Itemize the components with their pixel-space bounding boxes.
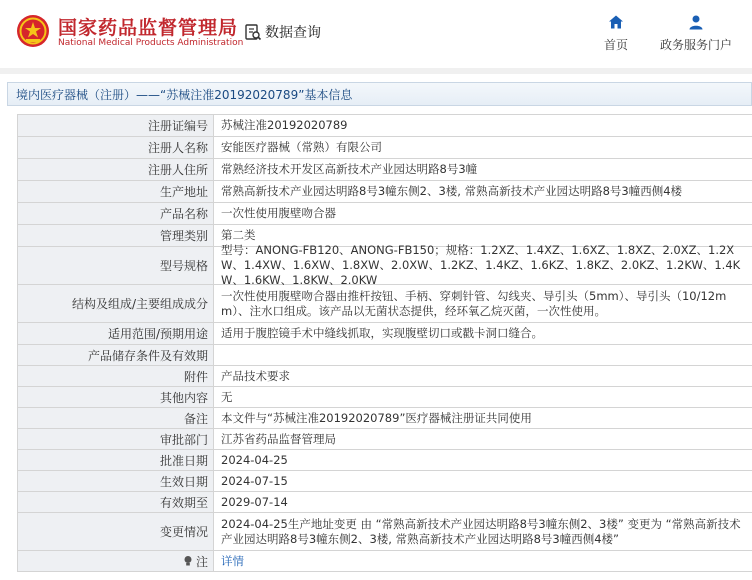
row-value: 无 <box>221 389 233 404</box>
row-label: 有效期至 <box>17 492 214 512</box>
detail-title: 境内医疗器械（注册）——“苏械注准20192020789”基本信息 <box>16 87 353 102</box>
table-row <box>17 513 752 551</box>
row-value: 第二类 <box>221 228 256 242</box>
national-emblem-icon[interactable] <box>16 14 50 48</box>
row-label: 注册人住所 <box>17 159 214 180</box>
row-value: 安能医疗器械（常熟）有限公司 <box>221 140 382 154</box>
row-value: 2029-07-14 <box>221 494 288 509</box>
row-label: 备注 <box>17 408 214 428</box>
row-value: 产品技术要求 <box>221 368 290 383</box>
row-label: 生产地址 <box>17 181 214 202</box>
row-label: 附件 <box>17 366 214 386</box>
row-value <box>214 345 752 365</box>
home-icon <box>608 14 624 30</box>
row-value: 适用于腹腔镜手术中缝线抓取，实现腹壁切口或戳卡洞口缝合。 <box>221 326 543 340</box>
table-row <box>17 492 752 513</box>
table-row <box>17 285 752 323</box>
table-row <box>17 181 752 203</box>
row-label: 审批部门 <box>17 429 214 449</box>
table-row <box>17 387 752 408</box>
row-value: 2024-07-15 <box>221 473 288 488</box>
row-label: 管理类别 <box>17 225 214 246</box>
row-label: 其他内容 <box>17 387 214 407</box>
details-link[interactable]: 详情 <box>221 553 244 568</box>
row-value: 常熟高新技术产业园达明路8号3幢东侧2、3楼, 常熟高新技术产业园达明路8号3幢西侧4楼 <box>221 184 683 198</box>
header-divider <box>0 68 752 74</box>
row-label-text: 注 <box>195 554 208 569</box>
data-query-link[interactable] <box>244 22 321 42</box>
row-value: 江苏省药品监督管理局 <box>221 431 336 446</box>
row-label: 生效日期 <box>17 471 214 491</box>
row-label: 型号规格 <box>17 247 214 284</box>
table-row <box>17 408 752 429</box>
row-label: 批准日期 <box>17 450 214 470</box>
table-row <box>17 429 752 450</box>
row-value: 苏械注准20192020789 <box>221 118 348 132</box>
row-value: 型号：ANONG-FB120、ANONG-FB150；规格：1.2XZ、1.4XZ、1.6XZ、1.8XZ、2.0XZ、1.2XW、1.4XW、1.6XW、1.8XW、2.0XW、1.2KZ、1.4KZ、1.6KZ、1.8KZ、2.0KZ、1.2KW、1.4KW、1.6KW、1.8KW、2.0KW <box>221 243 741 287</box>
table-row <box>17 323 752 345</box>
table-row <box>17 450 752 471</box>
site-header <box>0 0 752 68</box>
nav-home[interactable] <box>604 14 628 53</box>
row-value: 一次性使用腹壁吻合器 <box>221 206 336 220</box>
row-label: 注册证编号 <box>17 115 214 136</box>
row-label-note <box>17 551 214 571</box>
table-row <box>17 243 752 287</box>
row-label: 产品储存条件及有效期 <box>17 345 214 365</box>
site-title-english: National Medical Products Administration <box>58 38 244 48</box>
row-label: 产品名称 <box>17 203 214 224</box>
lightbulb-icon <box>182 555 194 567</box>
table-row <box>17 137 752 159</box>
data-query-icon <box>244 23 262 41</box>
row-label: 注册人名称 <box>17 137 214 158</box>
table-row <box>17 551 752 572</box>
user-icon <box>688 14 704 30</box>
table-row <box>17 345 752 366</box>
table-row <box>17 115 752 137</box>
row-label: 结构及组成/主要组成成分 <box>17 285 214 322</box>
row-label: 变更情况 <box>17 513 214 550</box>
row-value: 本文件与“苏械注准20192020789”医疗器械注册证共同使用 <box>221 410 532 425</box>
row-value: 一次性使用腹壁吻合器由推杆按钮、手柄、穿刺针管、勾线夹、导引头（5mm）、导引头（10/12mm）、注水口组成。该产品以无菌状态提供，经环氧乙烷灭菌，一次性使用。 <box>221 288 727 318</box>
table-row <box>17 159 752 181</box>
table-row <box>17 471 752 492</box>
row-value <box>214 551 752 571</box>
data-query-label: 数据查询 <box>265 25 321 41</box>
site-title[interactable]: 国家药品监督管理局 <box>58 17 239 39</box>
row-value: 2024-04-25生产地址变更 由 “常熟高新技术产业园达明路8号3幢东侧2、3楼” 变更为 “常熟高新技术产业园达明路8号3幢东侧2、3楼, 常熟高新技术产业园达明路8号3幢西侧4楼” <box>221 516 741 546</box>
nav-gov-service-portal[interactable] <box>660 14 732 53</box>
row-value: 常熟经济技术开发区高新技术产业园达明路8号3幢 <box>221 162 478 176</box>
nav-home-label: 首页 <box>604 38 629 52</box>
device-info-table <box>17 114 752 572</box>
nav-gov-label: 政务服务门户 <box>660 38 733 52</box>
detail-title-bar <box>7 82 752 106</box>
row-label: 适用范围/预期用途 <box>17 323 214 344</box>
table-row <box>17 203 752 225</box>
table-row <box>17 366 752 387</box>
row-value: 2024-04-25 <box>221 452 288 467</box>
